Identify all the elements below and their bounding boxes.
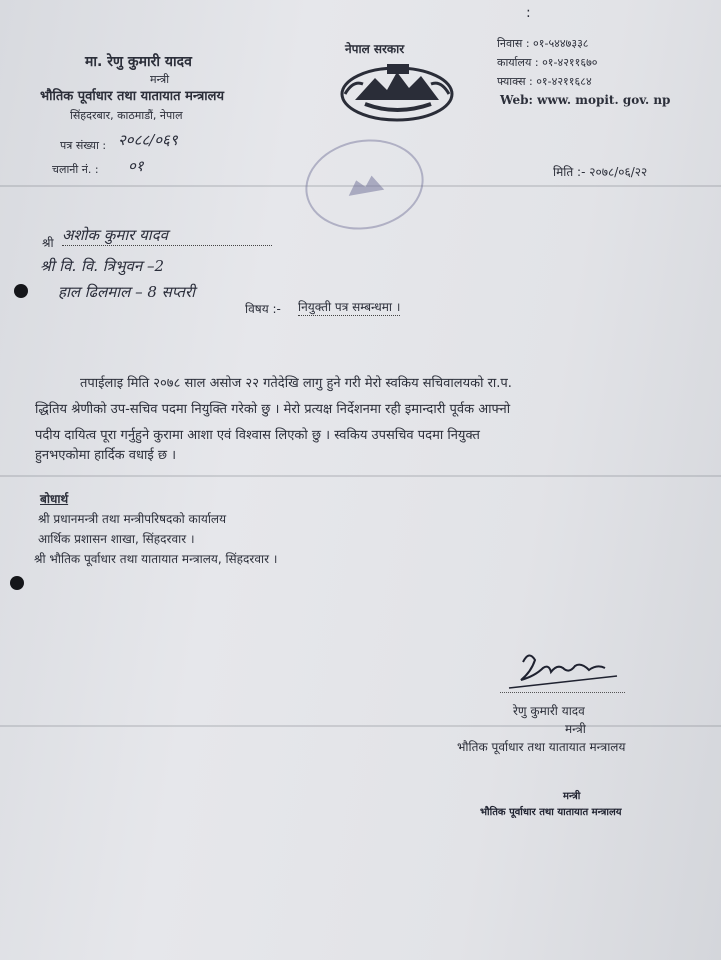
body-line: पदीय दायित्व पूरा गर्नुहुने कुरामा आशा एवं विश्वास लिएको छु । स्वकिय उपसचिव पदमा नियुक्त [35, 428, 480, 443]
letter-date: मिति :- २०७८/०६/२२ [553, 165, 648, 179]
body-line: हुनभएकोमा हार्दिक वधाई छ । [35, 448, 177, 463]
signatory-ministry: भौतिक पूर्वाधार तथा यातायात मन्त्रालय [457, 740, 626, 754]
stamp-ministry: भौतिक पूर्वाधार तथा यातायात मन्त्रालय [480, 807, 622, 818]
signature-line [500, 692, 625, 693]
recipient-address-line: श्री वि. वि. त्रिभुवन –2 [40, 257, 164, 275]
subject-value: नियुक्ती पत्र सम्बन्धमा । [298, 300, 401, 314]
body-line: तपाईलाइ मिति २०७८ साल असोज २२ गतेदेखि लागु हुने गरी मेरो स्वकिय सचिवालयको रा.प. [80, 376, 512, 391]
minister-name: मा. रेणु कुमारी यादव [85, 54, 192, 70]
residence-phone: निवास : ०१-५४४७३३८ [497, 37, 589, 50]
paper-fold [0, 725, 721, 727]
handwritten-signature [505, 640, 625, 695]
body-line: द्धितिय श्रेणीको उप-सचिव पदमा नियुक्ति गरेको छु । मेरो प्रत्यक्ष निर्देशनमा रही इमान्दारी पूर्वक आफ्नो [35, 402, 511, 417]
recipient-current-address: हाल ढिलमाल – 8 सप्तरी [58, 283, 195, 301]
recipient-prefix: श्री [42, 236, 54, 250]
government-title: नेपाल सरकार [345, 42, 405, 56]
ministry-name: भौतिक पूर्वाधार तथा यातायात मन्त्रालय [40, 89, 225, 104]
patra-sankhya-label: पत्र संख्या : [60, 139, 107, 152]
chalani-label: चलानी नं. : [52, 163, 99, 176]
cc-item: श्री प्रधानमन्त्री तथा मन्त्रीपरिषदको कार्यालय [38, 512, 227, 526]
ministry-address: सिंहदरबार, काठमाडौं, नेपाल [70, 109, 183, 122]
cc-item: आर्थिक प्रशासन शाखा, सिंहदरवार । [38, 532, 195, 546]
patra-sankhya-value: २०८८/०६९ [118, 131, 178, 149]
fax-number: फ्याक्स : ०१-४२११६८४ [497, 75, 592, 88]
signatory-designation: मन्त्री [565, 722, 586, 736]
punch-hole [14, 284, 28, 298]
cc-title: बोधार्थ [40, 492, 69, 506]
recipient-name: अशोक कुमार यादव [62, 225, 272, 246]
website: Web: www. mopit. gov. np [500, 93, 671, 107]
office-phone: कार्यालय : ०१-४२११६७० [497, 56, 598, 69]
cc-item: श्री भौतिक पूर्वाधार तथा यातायात मन्त्रालय, सिंहदरवार । [34, 552, 278, 566]
corner-mark: : [526, 5, 531, 21]
chalani-value: ०१ [128, 157, 144, 175]
subject-label: विषय :- [245, 302, 281, 316]
signatory-name: रेणु कुमारी यादव [513, 704, 585, 718]
nepal-government-emblem-icon [335, 60, 460, 125]
minister-designation: मन्त्री [150, 73, 170, 86]
paper-fold [0, 475, 721, 477]
stamp-designation: मन्त्री [563, 791, 581, 802]
punch-hole [10, 576, 24, 590]
